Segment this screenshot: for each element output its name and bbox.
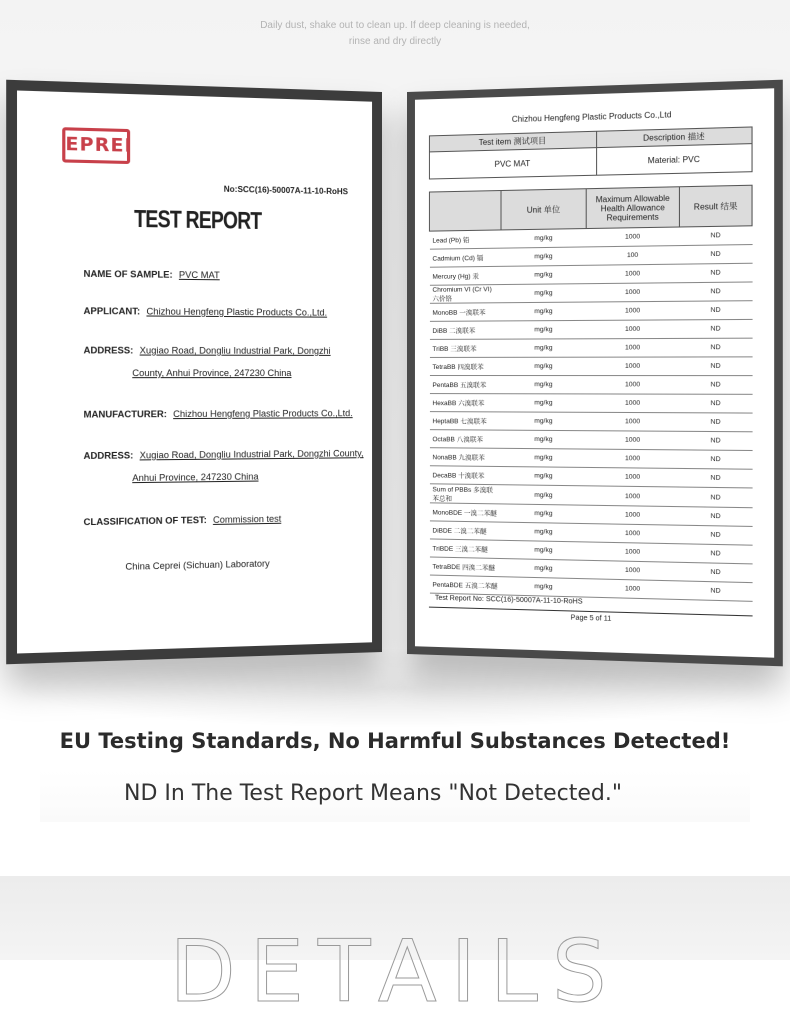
result-value: ND	[679, 226, 752, 246]
result-value: ND	[679, 450, 752, 469]
result-limit: 1000	[586, 431, 679, 450]
applicant-field	[84, 306, 328, 318]
details-heading: DETAILS	[169, 922, 621, 1022]
applicant-label: APPLICANT:	[83, 305, 141, 317]
result-unit: mg/kg	[501, 504, 586, 524]
result-substance: TetraBB 四溴联苯	[429, 357, 501, 375]
result-value: ND	[679, 394, 752, 413]
result-limit: 1000	[586, 320, 679, 339]
result-value: ND	[679, 507, 752, 527]
results-row	[429, 394, 752, 413]
footer-report-number: Test Report No: SCC(16)-50007A-11-10-RoHS	[434, 594, 583, 606]
result-value: ND	[679, 338, 752, 357]
result-unit: mg/kg	[501, 339, 586, 358]
result-substance: TriBDE 三溴二苯醚	[429, 539, 501, 559]
result-limit: 1000	[586, 283, 679, 302]
results-row	[429, 301, 752, 322]
result-value: ND	[679, 263, 752, 282]
result-value: ND	[679, 431, 752, 450]
address-value: Xugiao Road, Dongliu Industrial Park, Dongzhi	[139, 345, 331, 356]
address-value: Xugiao Road, Dongliu Industrial Park, Dongzhi County,	[139, 448, 364, 461]
desc-header-test-item: Test item 测试项目	[429, 131, 596, 152]
manufacturer-value: Chizhou Hengfeng Plastic Products Co.,Ltd.	[173, 408, 353, 420]
results-body	[429, 226, 752, 602]
result-value: ND	[679, 544, 752, 564]
result-unit: mg/kg	[501, 394, 586, 413]
result-unit: mg/kg	[501, 540, 586, 560]
result-value: ND	[679, 357, 752, 376]
result-substance: HexaBB 六溴联苯	[429, 394, 501, 412]
result-substance: TriBB 三溴联苯	[429, 339, 501, 357]
result-unit: mg/kg	[501, 412, 586, 431]
classification-field	[84, 514, 282, 528]
result-substance: DiBB 二溴联苯	[429, 321, 501, 339]
result-substance: Chromium VI (Cr VI) 六价铬	[429, 285, 501, 304]
documents-shadow	[10, 648, 780, 728]
result-unit: mg/kg	[501, 448, 586, 467]
result-limit: 1000	[586, 524, 679, 544]
result-unit: mg/kg	[501, 522, 586, 542]
result-limit: 1000	[586, 486, 679, 507]
result-unit: mg/kg	[501, 265, 586, 284]
sample-field	[84, 269, 220, 281]
address-field-1	[84, 345, 331, 356]
result-unit: mg/kg	[501, 357, 586, 375]
result-limit: 1000	[586, 412, 679, 431]
address-label: ADDRESS:	[83, 345, 134, 356]
manufacturer-label: MANUFACTURER:	[83, 408, 167, 420]
address-continued-1: County, Anhui Province, 247230 China	[132, 367, 292, 379]
nd-explanation: ND In The Test Report Means "Not Detected."	[124, 781, 622, 806]
results-row	[429, 376, 752, 395]
result-value: ND	[679, 245, 752, 265]
result-value: ND	[679, 376, 752, 395]
results-row	[429, 412, 752, 432]
result-limit: 1000	[586, 376, 679, 395]
address-continued-2: Anhui Province, 247230 China	[132, 471, 259, 484]
result-value: ND	[679, 525, 752, 545]
manufacturer-field	[84, 408, 353, 419]
result-substance: OctaBB 八溴联苯	[429, 430, 501, 449]
result-unit: mg/kg	[501, 559, 586, 579]
result-limit: 1000	[586, 449, 679, 468]
result-value: ND	[679, 487, 752, 508]
result-value: ND	[679, 562, 752, 582]
company-name: Chizhou Hengfeng Plastic Products Co.,Ltd	[511, 110, 672, 124]
result-limit: 1000	[586, 394, 679, 413]
description-table	[429, 126, 753, 179]
details-section-band	[0, 876, 790, 1022]
desc-cell-item: PVC MAT	[429, 148, 596, 179]
desc-header-description: Description 描述	[597, 127, 752, 148]
desc-cell-material: Material: PVC	[597, 144, 752, 176]
results-header-result: Result 结果	[679, 185, 752, 227]
result-limit: 1000	[586, 542, 679, 562]
classification-label: CLASSIFICATION OF TEST:	[83, 514, 207, 528]
result-substance: MonoBB 一溴联苯	[429, 303, 501, 322]
eprei-logo: EPREI	[62, 127, 130, 164]
result-substance: Lead (Pb) 铅	[429, 230, 501, 249]
result-limit: 1000	[586, 264, 679, 284]
result-substance: PentaBDE 五溴二苯醚	[429, 575, 501, 595]
result-value: ND	[679, 581, 752, 601]
result-limit: 1000	[586, 338, 679, 357]
address-label: ADDRESS:	[83, 450, 134, 461]
result-substance: Cadmium (Cd) 镉	[429, 248, 501, 267]
result-unit: mg/kg	[501, 229, 586, 249]
applicant-value: Chizhou Hengfeng Plastic Products Co.,Ltd.	[146, 306, 328, 318]
result-value: ND	[679, 282, 752, 301]
report-number: No:SCC(16)-50007A-11-10-RoHS	[223, 184, 349, 197]
test-results-page	[407, 80, 783, 667]
result-substance: NonaBB 九溴联苯	[429, 448, 501, 467]
result-value: ND	[679, 413, 752, 432]
tagline-heading: EU Testing Standards, No Harmful Substances Detected!	[59, 729, 731, 753]
result-limit: 1000	[586, 505, 679, 525]
result-limit: 1000	[586, 579, 679, 600]
result-value: ND	[679, 468, 752, 488]
result-limit: 1000	[586, 560, 679, 581]
results-row	[429, 338, 752, 357]
results-row	[429, 357, 752, 376]
result-substance: PentaBB 五溴联苯	[429, 376, 501, 394]
laboratory-name: China Ceprei (Sichuan) Laboratory	[125, 558, 270, 572]
result-unit: mg/kg	[501, 577, 586, 597]
result-value: ND	[679, 301, 752, 320]
result-unit: mg/kg	[501, 376, 586, 394]
results-header-item	[429, 191, 501, 232]
result-unit: mg/kg	[501, 320, 586, 339]
result-substance: TetraBDE 四溴二苯醚	[429, 557, 501, 577]
result-unit: mg/kg	[501, 302, 586, 321]
result-substance: HeptaBB 七溴联苯	[429, 412, 501, 431]
result-substance: DecaBB 十溴联苯	[429, 466, 501, 485]
result-unit: mg/kg	[501, 430, 586, 449]
result-substance: Mercury (Hg) 汞	[429, 266, 501, 285]
result-unit: mg/kg	[501, 467, 586, 486]
result-limit: 1000	[586, 357, 679, 376]
care-note-line2: rinse and dry directly	[348, 36, 442, 47]
report-title: TEST REPORT	[134, 205, 262, 236]
result-limit: 100	[586, 246, 679, 266]
result-limit: 1000	[586, 301, 679, 320]
results-header-max: Maximum Allowable Health Allowance Requirements	[586, 187, 679, 229]
result-substance: Sum of PBBs 多溴联苯总和	[429, 484, 501, 504]
result-unit: mg/kg	[501, 247, 586, 266]
sample-value: PVC MAT	[178, 269, 220, 281]
result-unit: mg/kg	[501, 485, 586, 505]
address-field-2	[84, 448, 364, 461]
result-limit: 1000	[586, 467, 679, 487]
care-note-line1: Daily dust, shake out to clean up. If deep cleaning is needed,	[260, 20, 530, 31]
result-substance: MonoBDE 一溴二苯醚	[429, 503, 501, 522]
test-report-cover-page	[6, 80, 382, 665]
page-number: Page 5 of 11	[570, 614, 612, 623]
results-table	[429, 185, 753, 602]
classification-value: Commission test	[212, 513, 282, 525]
result-limit: 1000	[586, 227, 679, 247]
result-substance: DiBDE 二溴二苯醚	[429, 521, 501, 540]
results-row	[429, 319, 752, 339]
result-value: ND	[679, 319, 752, 338]
result-unit: mg/kg	[501, 284, 586, 303]
sample-label: NAME OF SAMPLE:	[83, 268, 173, 280]
results-header-unit: Unit 单位	[501, 189, 586, 230]
